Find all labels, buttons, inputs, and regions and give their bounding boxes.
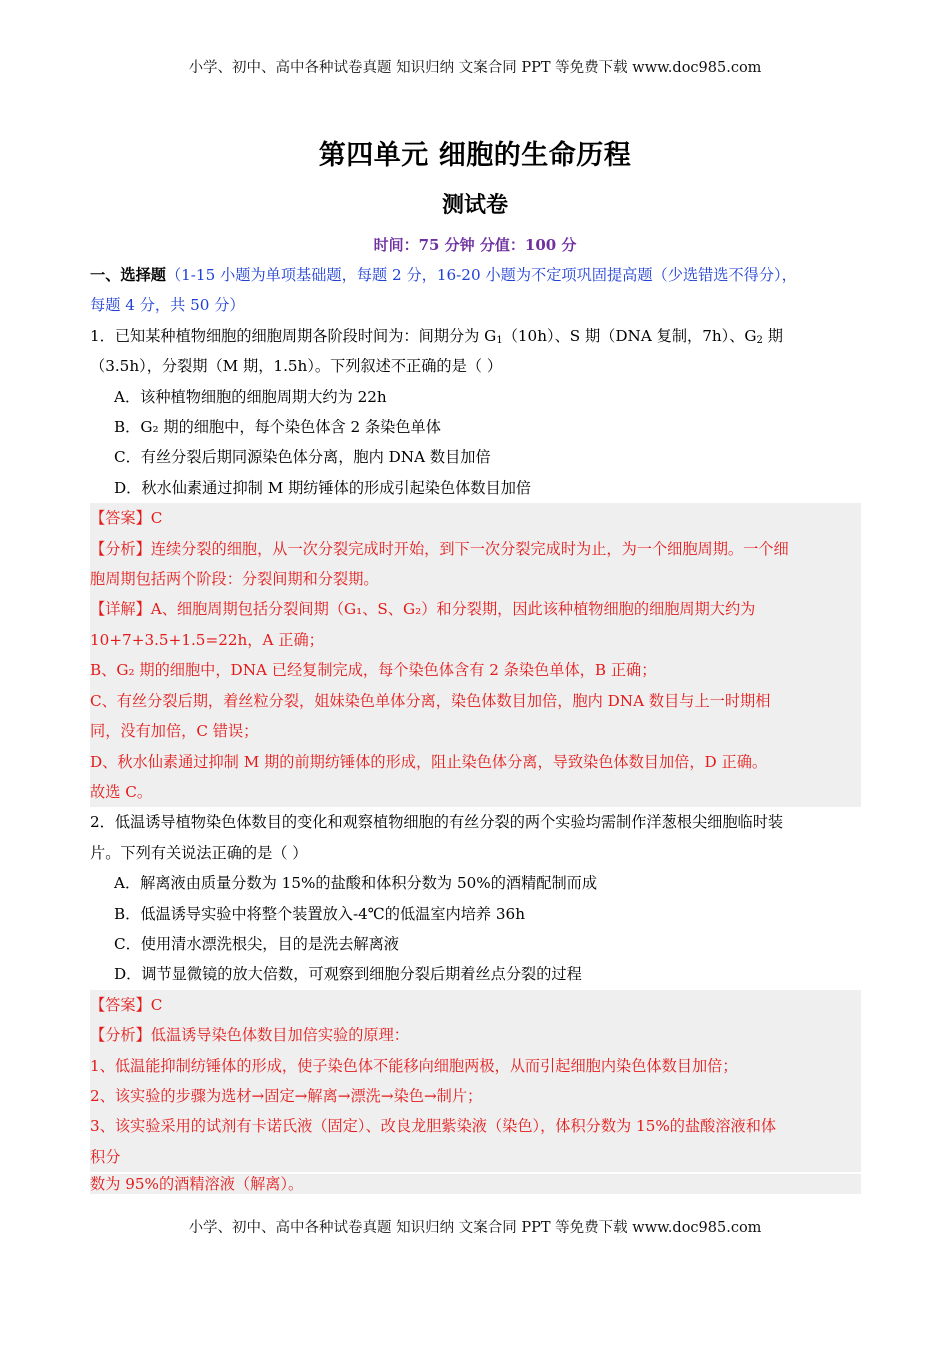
q1-option-b: B．G₂ 期的细胞中，每个染色体含 2 条染色单体 bbox=[114, 418, 441, 437]
q1-detail-4: C、有丝分裂后期，着丝粒分裂，姐妹染色单体分离，染色体数目加倍，胞内 DNA 数目与上一时期相 bbox=[90, 691, 771, 710]
q1-answer: 【答案】C bbox=[90, 509, 163, 528]
q1-detail-6: D、秋水仙素通过抑制 M 期的前期纺锤体的形成，阻止染色体分离，导致染色体数目加倍，D 正确。 bbox=[90, 752, 768, 771]
q1-detail-2: 10+7+3.5+1.5=22h，A 正确； bbox=[90, 630, 324, 649]
q1-detail-3: B、G₂ 期的细胞中，DNA 已经复制完成，每个染色体含有 2 条染色单体，B 正确； bbox=[90, 661, 657, 680]
document-body bbox=[90, 260, 861, 1194]
section-heading bbox=[90, 260, 861, 290]
q1-detail-1: 【详解】A、细胞周期包括分裂间期（G₁、S、G₂）和分裂期，因此该种植物细胞的细胞周期大约为 bbox=[90, 600, 756, 619]
page-subtitle: 测试卷 bbox=[441, 193, 508, 218]
q2-point-1: 1、低温能抑制纺锤体的形成，使子染色体不能移向细胞两极，从而引起细胞内染色体数目加倍； bbox=[90, 1056, 738, 1075]
q1-stem-part-c: 期 bbox=[762, 326, 783, 345]
q1-sub-2: 2 bbox=[756, 334, 763, 346]
time-score-info: 时间：75 分钟 分值：100 分 bbox=[373, 236, 577, 254]
section-note: （1-15 小题为单项基础题，每题 2 分，16-20 小题为不定项巩固提高题（少选错选不得分）， bbox=[165, 266, 797, 284]
section-label: 一、选择题 bbox=[90, 266, 166, 284]
q1-detail-5: 同，没有加倍，C 错误； bbox=[90, 722, 259, 741]
q1-analysis-cont: 胞周期包括两个阶段：分裂间期和分裂期。 bbox=[90, 570, 379, 589]
q2-option-b: B．低温诱导实验中将整个装置放入-4℃的低温室内培养 36h bbox=[114, 904, 526, 923]
q2-point-3: 3、该实验采用的试剂有卡诺氏液（固定）、改良龙胆紫染液（染色），体积分数为 15%的盐酸溶液和体 bbox=[90, 1117, 777, 1136]
page-title: 第四单元 细胞的生命历程 bbox=[318, 140, 632, 171]
q2-answer-block-cont bbox=[90, 1174, 861, 1194]
q2-point-3-cont: 积分 bbox=[90, 1147, 121, 1166]
q1-option-c: C．有丝分裂后期同源染色体分离，胞内 DNA 数目加倍 bbox=[114, 448, 491, 467]
q2-option-c: C．使用清水漂洗根尖，目的是洗去解离液 bbox=[114, 934, 399, 953]
q1-stem-part-a: 1．已知某种植物细胞的细胞周期各阶段时间为：间期分为 G bbox=[90, 326, 497, 345]
q1-stem bbox=[90, 321, 861, 351]
q1-analysis: 【分析】连续分裂的细胞，从一次分裂完成时开始，到下一次分裂完成时为止，为一个细胞周期。一个细 bbox=[90, 539, 789, 558]
q2-answer-block bbox=[90, 990, 861, 1172]
q2-option-d: D．调节显微镜的放大倍数，可观察到细胞分裂后期着丝点分裂的过程 bbox=[114, 965, 582, 984]
q1-stem-cont: （3.5h），分裂期（M 期，1.5h）。下列叙述不正确的是（ ） bbox=[90, 357, 503, 376]
q1-stem-part-b: （10h）、S 期（DNA 复制，7h）、G bbox=[502, 326, 757, 345]
page-header: 小学、初中、高中各种试卷真题 知识归纳 文案合同 PPT 等免费下载 www.doc985.com bbox=[188, 60, 762, 76]
section-note-cont: 每题 4 分，共 50 分） bbox=[90, 296, 245, 315]
q1-detail-7: 故选 C。 bbox=[90, 782, 153, 801]
q1-option-d: D．秋水仙素通过抑制 M 期纺锤体的形成引起染色体数目加倍 bbox=[114, 478, 532, 497]
q2-analysis: 【分析】低温诱导染色体数目加倍实验的原理： bbox=[90, 1026, 409, 1045]
q1-option-a: A．该种植物细胞的细胞周期大约为 22h bbox=[114, 387, 387, 406]
q2-option-a: A．解离液由质量分数为 15%的盐酸和体积分数为 50%的酒精配制而成 bbox=[114, 874, 598, 893]
q2-stem: 2．低温诱导植物染色体数目的变化和观察植物细胞的有丝分裂的两个实验均需制作洋葱根尖细胞临时装 bbox=[90, 813, 784, 832]
q2-point-3-end: 数为 95%的酒精溶液（解离）。 bbox=[90, 1175, 304, 1194]
q1-sub-1: 1 bbox=[496, 334, 503, 346]
q2-stem-cont: 片。下列有关说法正确的是（ ） bbox=[90, 843, 308, 862]
q1-answer-block bbox=[90, 503, 861, 807]
q2-point-2: 2、该实验的步骤为选材→固定→解离→漂洗→染色→制片； bbox=[90, 1086, 483, 1105]
page-footer: 小学、初中、高中各种试卷真题 知识归纳 文案合同 PPT 等免费下载 www.doc985.com bbox=[188, 1220, 762, 1236]
q2-answer: 【答案】C bbox=[90, 995, 163, 1014]
